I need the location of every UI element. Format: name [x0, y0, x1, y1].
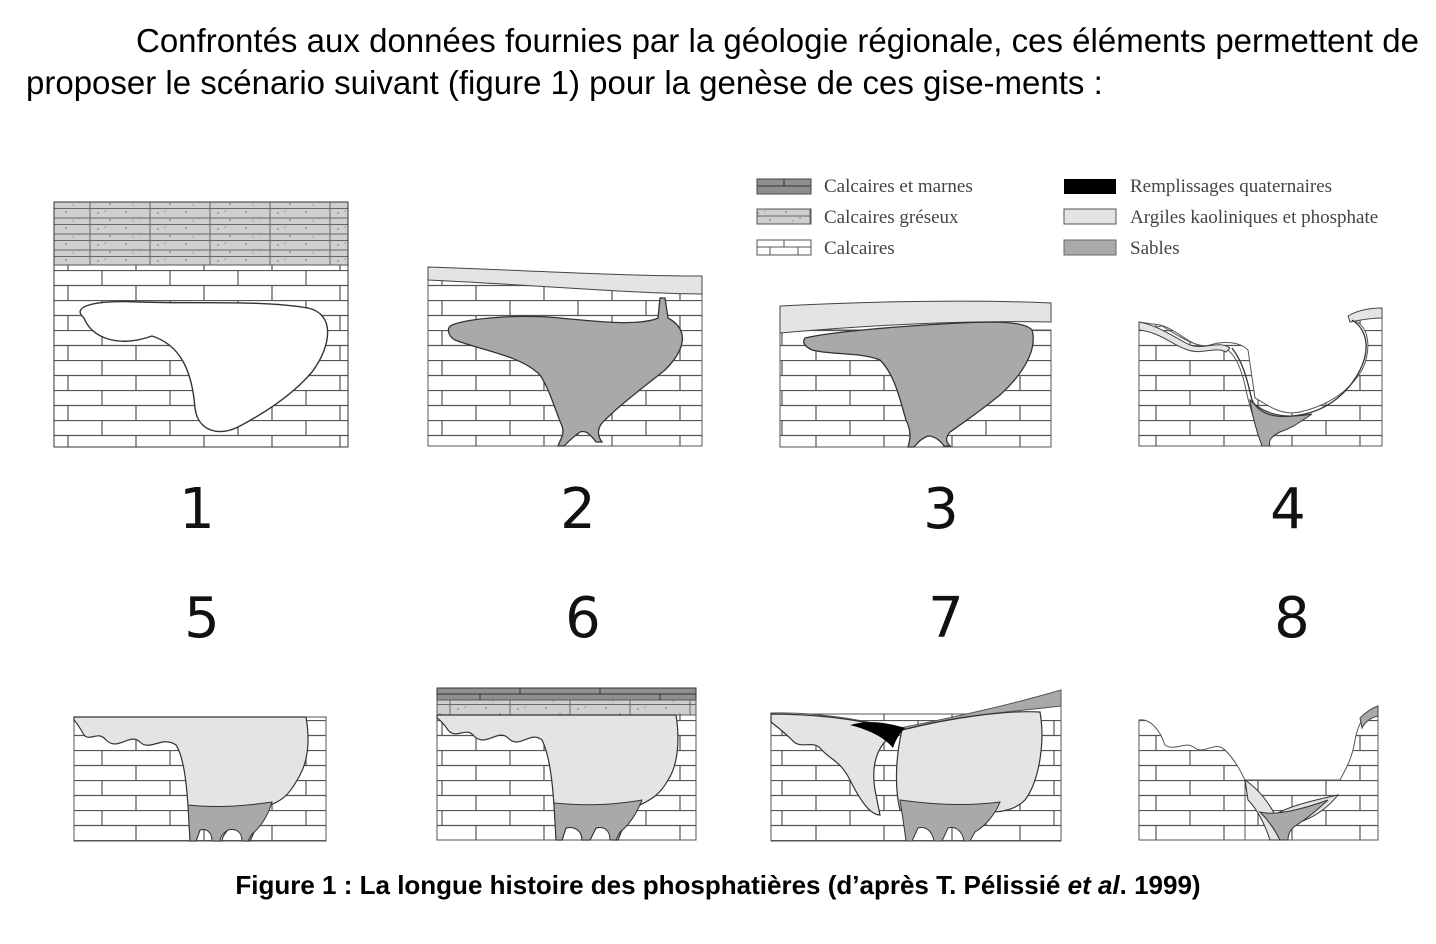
panel-number-4: 4: [1270, 477, 1306, 542]
legend-calcaires-marnes: [757, 176, 973, 197]
panel-5: [74, 717, 326, 841]
legend-remplissages: [1064, 176, 1332, 197]
legend-calcaires-greseux: [757, 207, 959, 228]
panel-numbers: [179, 477, 1310, 651]
panel-number-1: 1: [179, 477, 215, 542]
caption-prefix: Figure 1 : La longue histoire des phosphatières (d’après T. Pélissié: [235, 870, 1068, 900]
panel-number-2: 2: [560, 477, 596, 542]
legend-argiles: [1064, 207, 1378, 228]
panel-number-7: 7: [928, 586, 964, 651]
caption-italic: et al: [1067, 870, 1120, 900]
panel-4: [1139, 308, 1382, 446]
panel-6: [437, 688, 696, 840]
panel-1: [54, 202, 348, 447]
panel-3: [780, 301, 1051, 447]
legend: [757, 176, 1378, 259]
legend-label-calcaires-greseux: Calcaires gréseux: [824, 207, 959, 228]
intro-paragraph: Confrontés aux données fournies par la géologie régionale, ces éléments permettent de proposer le scénario suivant (figure 1) pour la genèse de ces gise-ments :: [26, 22, 1419, 101]
panel-7: [771, 690, 1061, 841]
panel-number-6: 6: [565, 586, 601, 651]
panel-8: [1139, 706, 1378, 840]
legend-label-calcaires-marnes: Calcaires et marnes: [824, 176, 973, 197]
figure-caption: [0, 870, 1436, 901]
panel-number-3: 3: [923, 477, 959, 542]
legend-label-sables: Sables: [1130, 238, 1180, 259]
legend-label-calcaires: Calcaires: [824, 238, 895, 259]
panel-2: [428, 267, 702, 446]
caption-suffix: . 1999): [1119, 870, 1201, 900]
panel-number-5: 5: [184, 586, 220, 651]
legend-sables: [1064, 238, 1180, 259]
legend-label-argiles: Argiles kaoliniques et phosphate: [1130, 207, 1379, 228]
panel-number-8: 8: [1274, 586, 1310, 651]
legend-label-remplissages: Remplissages quaternaires: [1130, 176, 1333, 197]
legend-calcaires: [757, 238, 895, 259]
